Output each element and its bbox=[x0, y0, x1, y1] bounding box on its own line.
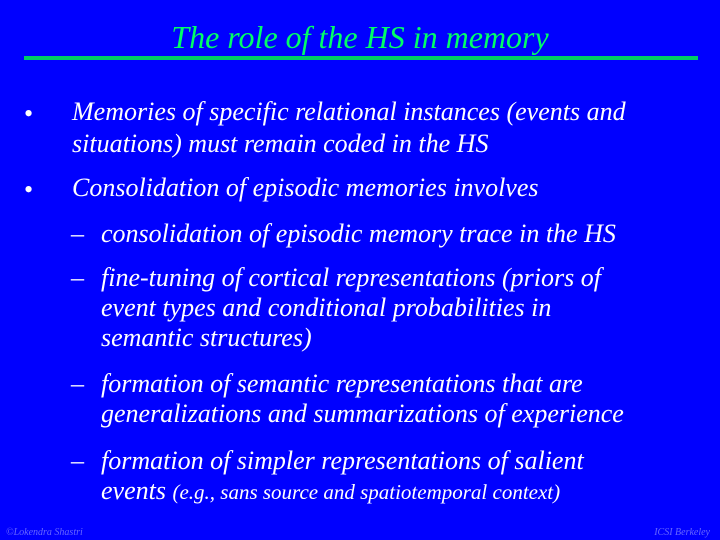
bullet-1-line-1: Memories of specific relational instances (events and bbox=[72, 97, 626, 126]
subitem-2-line-2: event types and conditional probabilities in bbox=[101, 293, 552, 322]
title-underline bbox=[24, 56, 698, 60]
subitem-1-line-1: consolidation of episodic memory trace in the HS bbox=[101, 219, 616, 248]
bullet-marker: • bbox=[24, 99, 34, 128]
bullet-2-line-1: Consolidation of episodic memories involves bbox=[72, 173, 539, 202]
subitem-4-line-1: formation of simpler representations of salient bbox=[101, 446, 584, 475]
subitem-marker: – bbox=[71, 446, 84, 475]
slide-title: The role of the HS in memory bbox=[171, 19, 549, 55]
subitem-3-line-2: generalizations and summarizations of experience bbox=[101, 399, 624, 428]
subitem-2-line-1: fine-tuning of cortical representations (priors of bbox=[101, 263, 601, 292]
bullet-marker: • bbox=[24, 175, 34, 204]
subitem-marker: – bbox=[71, 263, 84, 292]
subitem-4-parenthetical: (e.g., sans source and spatiotemporal context) bbox=[172, 480, 561, 504]
subitem-marker: – bbox=[71, 369, 84, 398]
subitem-4-line-2-text: events bbox=[101, 476, 166, 505]
subitem-2-line-3: semantic structures) bbox=[101, 323, 312, 352]
subitem-4-line-2 bbox=[101, 475, 560, 508]
footer-institution: ICSI Berkeley bbox=[654, 527, 710, 538]
subitem-3-line-1: formation of semantic representations that are bbox=[101, 369, 583, 398]
footer-author: ©Lokendra Shastri bbox=[6, 527, 83, 538]
subitem-marker: – bbox=[71, 219, 84, 248]
bullet-1-line-2: situations) must remain coded in the HS bbox=[72, 129, 489, 158]
